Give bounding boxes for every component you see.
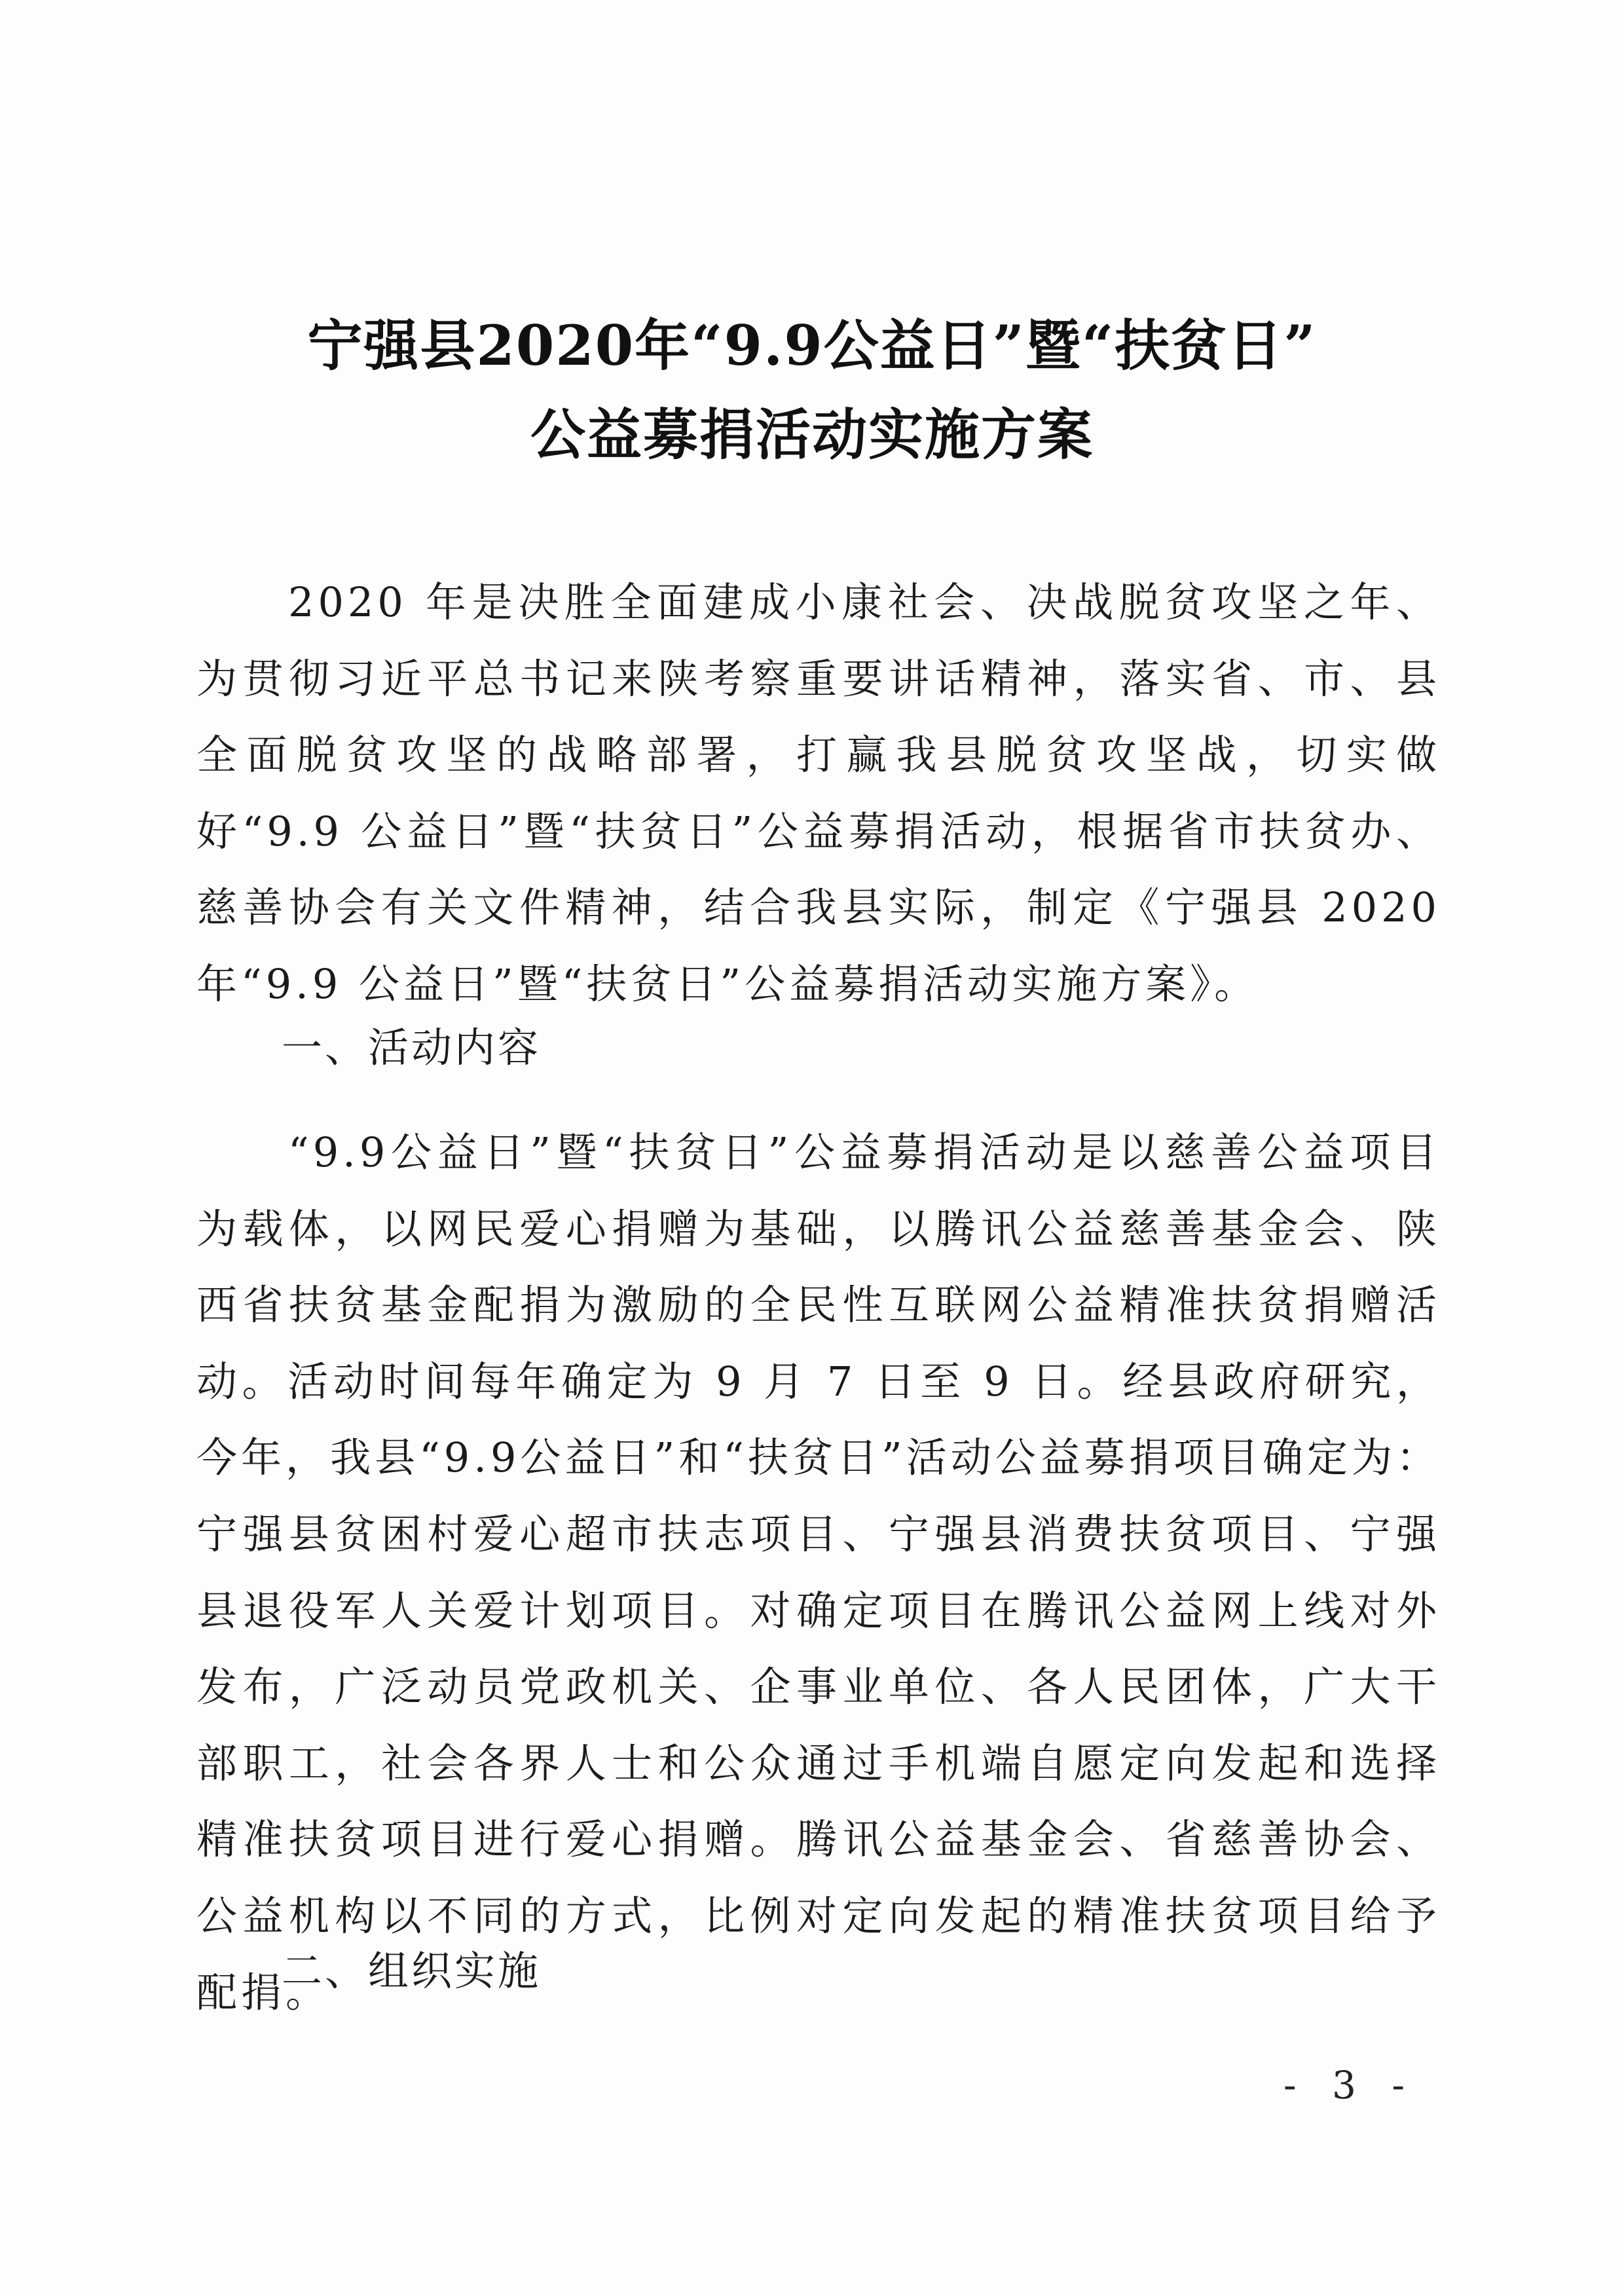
document-title-line-2: 公益募捐活动实施方案 bbox=[530, 402, 1094, 467]
section-heading-activity-content: 一、活动内容 bbox=[282, 1024, 542, 1071]
page-number: - 3 - bbox=[1283, 2063, 1416, 2107]
intro-paragraph: 2020 年是决胜全面建成小康社会、决战脱贫攻坚之年、为贯彻习近平总书记来陕考察重要讲话精神，落实省、市、县全面脱贫攻坚的战略部署，打赢我县脱贫攻坚战，切实做好“9.9 公益日”暨“扶贫日”公益募捐活动，根据省市扶贫办、慈善协会有关文件精神，结合我县实际，制定《宁强县 2020 年“9.9 公益日”暨“扶贫日”公益募捐活动实施方案》。 bbox=[196, 578, 1441, 1008]
document-title-line-1: 宁强县2020年“9.9公益日”暨“扶贫日” bbox=[307, 313, 1317, 378]
section-heading-organization: 二、组织实施 bbox=[282, 1947, 542, 1995]
activity-content-paragraph: “9.9公益日”暨“扶贫日”公益募捐活动是以慈善公益项目为载体，以网民爱心捐赠为基础，以腾讯公益慈善基金会、陕西省扶贫基金配捐为激励的全民性互联网公益精准扶贫捐赠活动。活动时间每年确定为 9 月 7 日至 9 日。经县政府研究，今年，我县“9.9公益日”和“扶贫日”活动公益募捐项目确定为：宁强县贫困村爱心超市扶志项目、宁强县消费扶贫项目、宁强县退役军人关爱计划项目。对确定项目在腾讯公益网上线对外发布，广泛动员党政机关、企事业单位、各人民团体，广大干部职工，社会各界人士和公众通过手机端自愿定向发起和选择精准扶贫项目进行爱心捐赠。腾讯公益基金会、省慈善协会、公益机构以不同的方式，比例对定向发起的精准扶贫项目给予配捐。 bbox=[196, 1128, 1441, 2016]
